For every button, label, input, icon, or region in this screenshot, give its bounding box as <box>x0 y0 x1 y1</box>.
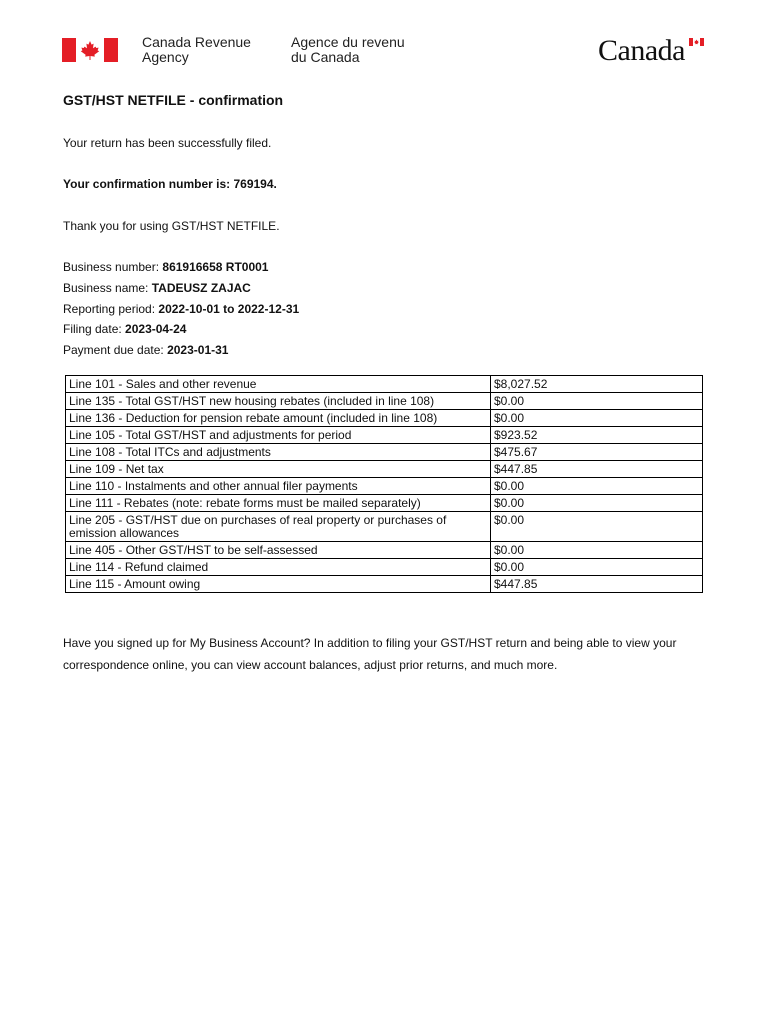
agency-en-line1: Canada Revenue <box>142 34 251 50</box>
line-amount: $447.85 <box>491 576 703 593</box>
line-amount: $0.00 <box>491 478 703 495</box>
agency-en-line2: Agency <box>142 49 189 65</box>
table-row <box>66 410 703 427</box>
line-amount: $447.85 <box>491 461 703 478</box>
payment-due-date-row <box>63 343 228 357</box>
business-number-value: 861916658 RT0001 <box>162 260 269 274</box>
line-label: Line 111 - Rebates (note: rebate forms must be mailed separately) <box>66 495 491 512</box>
business-number-row <box>63 260 268 274</box>
business-number-label: Business number: <box>63 260 160 274</box>
wordmark-flag-icon <box>689 38 704 46</box>
table-row <box>66 542 703 559</box>
table-row <box>66 427 703 444</box>
payment-due-date-value: 2023-01-31 <box>167 343 229 357</box>
confirmation-number: 769194. <box>233 177 277 191</box>
business-name-row <box>63 281 251 295</box>
business-name-value: TADEUSZ ZAJAC <box>151 281 251 295</box>
reporting-period-label: Reporting period: <box>63 302 156 316</box>
table-row <box>66 576 703 593</box>
header <box>0 0 768 80</box>
line-label: Line 114 - Refund claimed <box>66 559 491 576</box>
reporting-period-value: 2022-10-01 to 2022-12-31 <box>158 302 300 316</box>
line-amount: $475.67 <box>491 444 703 461</box>
thanks-message: Thank you for using GST/HST NETFILE. <box>63 219 280 233</box>
status-message: Your return has been successfully filed. <box>63 136 272 150</box>
line-label: Line 109 - Net tax <box>66 461 491 478</box>
filing-date-label: Filing date: <box>63 322 122 336</box>
agency-fr-line2: du Canada <box>291 49 360 65</box>
line-amount: $0.00 <box>491 393 703 410</box>
table-row <box>66 495 703 512</box>
table-row <box>66 444 703 461</box>
line-amount: $923.52 <box>491 427 703 444</box>
line-label: Line 110 - Instalments and other annual filer payments <box>66 478 491 495</box>
return-lines-table <box>65 375 703 593</box>
table-row <box>66 512 703 542</box>
agency-fr-line1: Agence du revenu <box>291 34 405 50</box>
business-name-label: Business name: <box>63 281 149 295</box>
table-row <box>66 461 703 478</box>
line-amount: $0.00 <box>491 542 703 559</box>
filing-date-value: 2023-04-24 <box>125 322 187 336</box>
table-row <box>66 376 703 393</box>
line-amount: $0.00 <box>491 559 703 576</box>
table-row <box>66 478 703 495</box>
confirmation-line <box>63 177 277 191</box>
line-label: Line 135 - Total GST/HST new housing rebates (included in line 108) <box>66 393 491 410</box>
table-row <box>66 393 703 410</box>
line-label: Line 105 - Total GST/HST and adjustments for period <box>66 427 491 444</box>
agency-name-english <box>142 35 251 65</box>
line-label: Line 101 - Sales and other revenue <box>66 376 491 393</box>
line-amount: $0.00 <box>491 410 703 427</box>
payment-due-date-label: Payment due date: <box>63 343 164 357</box>
filing-date-row <box>63 322 186 336</box>
table-row <box>66 559 703 576</box>
line-label: Line 108 - Total ITCs and adjustments <box>66 444 491 461</box>
agency-name-french <box>291 35 405 65</box>
line-amount: $0.00 <box>491 512 703 542</box>
line-label: Line 405 - Other GST/HST to be self-assessed <box>66 542 491 559</box>
line-amount: $0.00 <box>491 495 703 512</box>
line-amount: $8,027.52 <box>491 376 703 393</box>
reporting-period-row <box>63 302 299 316</box>
line-label: Line 136 - Deduction for pension rebate amount (included in line 108) <box>66 410 491 427</box>
canada-wordmark: Canada <box>598 34 685 67</box>
canada-flag-icon <box>62 38 118 62</box>
page-title: GST/HST NETFILE - confirmation <box>63 92 284 108</box>
confirmation-label: Your confirmation number is: <box>63 177 231 191</box>
my-business-account-promo: Have you signed up for My Business Account? In addition to filing your GST/HST return and being able to view your correspondence online, you can view account balances, adjust prior returns, and much more. <box>63 636 677 672</box>
line-label: Line 115 - Amount owing <box>66 576 491 593</box>
line-label: Line 205 - GST/HST due on purchases of real property or purchases of emission allowances <box>66 512 491 542</box>
